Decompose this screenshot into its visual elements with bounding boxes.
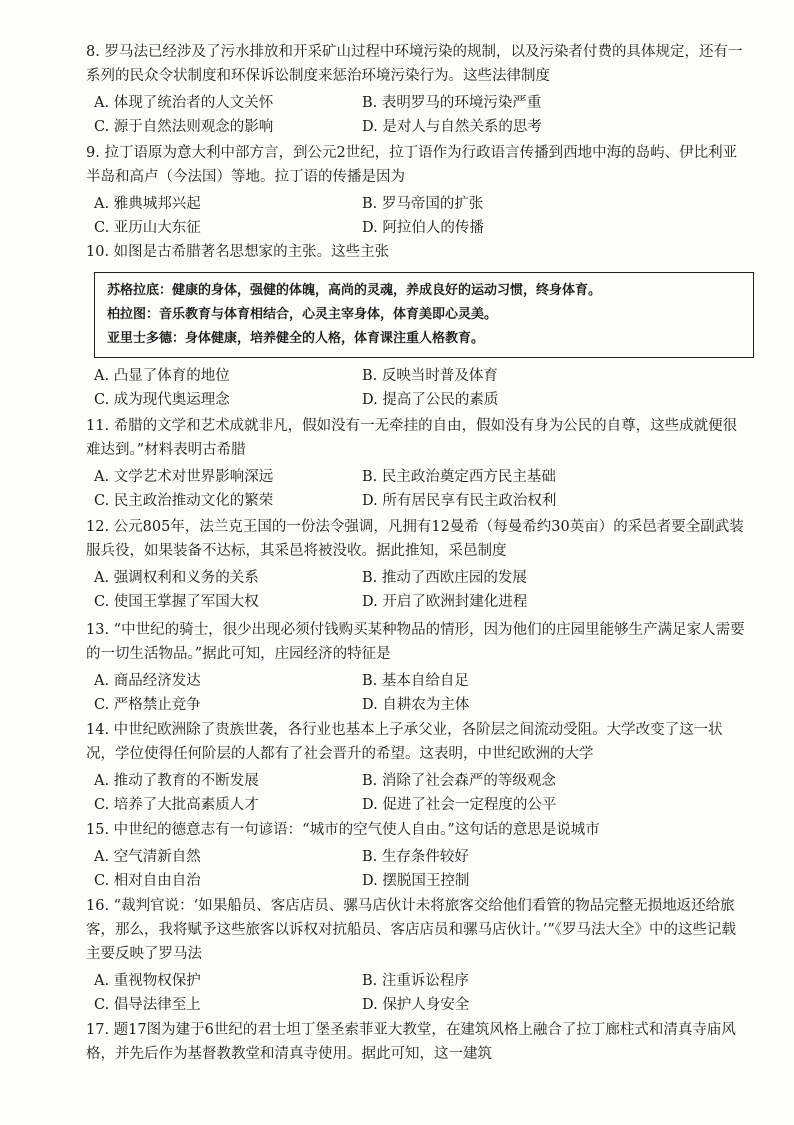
question-16 bbox=[86, 894, 750, 1017]
question-15 bbox=[86, 818, 750, 893]
option-d: D. 自耕农为主体 bbox=[362, 697, 470, 713]
option-b: B. 罗马帝国的扩张 bbox=[362, 196, 484, 212]
option-a: A. 文学艺术对世界影响深远 bbox=[94, 469, 274, 485]
quote-aristotle: 亚里士多德：身体健康，培养健全的人格，体育课注重人格教育。 bbox=[107, 331, 485, 346]
option-a: A. 雅典城邦兴起 bbox=[94, 196, 201, 212]
options bbox=[86, 669, 750, 717]
options bbox=[86, 364, 750, 412]
options bbox=[86, 192, 750, 240]
options bbox=[86, 969, 750, 1017]
option-b: B. 注重诉讼程序 bbox=[362, 973, 469, 989]
quote-plato: 柏拉图：音乐教育与体育相结合，心灵主宰身体，体育美即心灵美。 bbox=[107, 307, 498, 322]
option-d: D. 所有居民享有民主政治权利 bbox=[362, 493, 557, 509]
question-11 bbox=[86, 414, 750, 513]
quote-socrates: 苏格拉底：健康的身体，强健的体魄，高尚的灵魂，养成良好的运动习惯，终身体育。 bbox=[107, 283, 602, 298]
question-stem: 16. “裁判官说：‘如果船员、客店店员、骡马店伙计未将旅客交给他们看管的物品完整无损地返还给旅客，那么，我将赋予这些旅客以诉权对抗船员、客店店员和骡马店伙计。’”《罗马法大全》中的这些记载主要反映了罗马法 bbox=[86, 898, 737, 962]
quote-box bbox=[94, 272, 754, 358]
question-stem: 15. 中世纪的德意志有一句谚语：“城市的空气使人自由。”这句话的意思是说城市 bbox=[86, 822, 600, 838]
options bbox=[86, 91, 750, 139]
option-b: B. 表明罗马的环境污染严重 bbox=[362, 95, 542, 111]
option-c: C. 倡导法律至上 bbox=[94, 997, 201, 1013]
option-b: B. 消除了社会森严的等级观念 bbox=[362, 773, 556, 789]
question-17 bbox=[86, 1018, 750, 1066]
question-stem: 14. 中世纪欧洲除了贵族世袭，各行业也基本上子承父业，各阶层之间流动受阻。大学改变了这一状况，学位使得任何阶层的人都有了社会晋升的希望。这表明，中世纪欧洲的大学 bbox=[86, 722, 723, 762]
option-a: A. 重视物权保护 bbox=[94, 973, 201, 989]
question-10 bbox=[86, 240, 750, 412]
option-c: C. 严格禁止竞争 bbox=[94, 697, 201, 713]
option-a: A. 推动了教育的不断发展 bbox=[94, 773, 259, 789]
option-c: C. 民主政治推动文化的繁荣 bbox=[94, 493, 274, 509]
question-13 bbox=[86, 618, 750, 717]
option-d: D. 摆脱国王控制 bbox=[362, 873, 470, 889]
question-stem: 9. 拉丁语原为意大利中部方言，到公元2世纪，拉丁语作为行政语言传播到西地中海的岛屿、伊比利亚半岛和高卢（今法国）等地。拉丁语的传播是因为 bbox=[86, 145, 738, 185]
question-stem: 10. 如图是古希腊著名思想家的主张。这些主张 bbox=[86, 244, 390, 260]
option-b: B. 推动了西欧庄园的发展 bbox=[362, 570, 527, 586]
option-d: D. 开启了欧洲封建化进程 bbox=[362, 594, 528, 610]
option-c: C. 培养了大批高素质人才 bbox=[94, 797, 259, 813]
question-14 bbox=[86, 718, 750, 817]
question-stem: 13. “中世纪的骑士，很少出现必须付钱购买某种物品的情形，因为他们的庄园里能够生产满足家人需要的一切生活物品。”据此可知，庄园经济的特征是 bbox=[86, 622, 745, 662]
option-c: C. 使国王掌握了军国大权 bbox=[94, 594, 259, 610]
option-b: B. 生存条件较好 bbox=[362, 849, 469, 865]
options bbox=[86, 566, 750, 614]
option-c: C. 亚历山大东征 bbox=[94, 220, 201, 236]
option-a: A. 商品经济发达 bbox=[94, 673, 201, 689]
question-8 bbox=[86, 40, 750, 139]
question-stem: 12. 公元805年，法兰克王国的一份法令强调，凡拥有12曼希（每曼希约30英亩）的采邑者要全副武装服兵役，如果装备不达标，其采邑将被没收。据此推知，采邑制度 bbox=[86, 519, 744, 559]
options bbox=[86, 845, 750, 893]
question-9 bbox=[86, 141, 750, 240]
question-stem: 17. 题17图为建于6世纪的君士坦丁堡圣索菲亚大教堂，在建筑风格上融合了拉丁廊柱式和清真寺庙风格，并先后作为基督教教堂和清真寺使用。据此可知，这一建筑 bbox=[86, 1022, 736, 1062]
option-c: C. 相对自由自治 bbox=[94, 873, 201, 889]
options bbox=[86, 465, 750, 513]
option-d: D. 提高了公民的素质 bbox=[362, 392, 499, 408]
option-c: C. 成为现代奥运理念 bbox=[94, 392, 230, 408]
option-a: A. 体现了统治者的人文关怀 bbox=[94, 95, 274, 111]
option-d: D. 阿拉伯人的传播 bbox=[362, 220, 484, 236]
option-a: A. 凸显了体育的地位 bbox=[94, 368, 230, 384]
option-b: B. 民主政治奠定西方民主基础 bbox=[362, 469, 556, 485]
question-stem: 11. 希腊的文学和艺术成就非凡，假如没有一无牵挂的自由，假如没有身为公民的自尊，这些成就便很难达到。”材料表明古希腊 bbox=[86, 418, 738, 458]
option-d: D. 是对人与自然关系的思考 bbox=[362, 119, 542, 135]
options bbox=[86, 769, 750, 817]
option-b: B. 基本自给自足 bbox=[362, 673, 469, 689]
option-a: A. 强调权利和义务的关系 bbox=[94, 570, 259, 586]
option-a: A. 空气清新自然 bbox=[94, 849, 201, 865]
option-b: B. 反映当时普及体育 bbox=[362, 368, 498, 384]
option-d: D. 保护人身安全 bbox=[362, 997, 470, 1013]
option-d: D. 促进了社会一定程度的公平 bbox=[362, 797, 557, 813]
question-stem: 8. 罗马法已经涉及了污水排放和开采矿山过程中环境污染的规制，以及污染者付费的具体规定，还有一系列的民众令状制度和环保诉讼制度来惩治环境污染行为。这些法律制度 bbox=[86, 44, 743, 84]
option-c: C. 源于自然法则观念的影响 bbox=[94, 119, 274, 135]
question-12 bbox=[86, 515, 750, 614]
